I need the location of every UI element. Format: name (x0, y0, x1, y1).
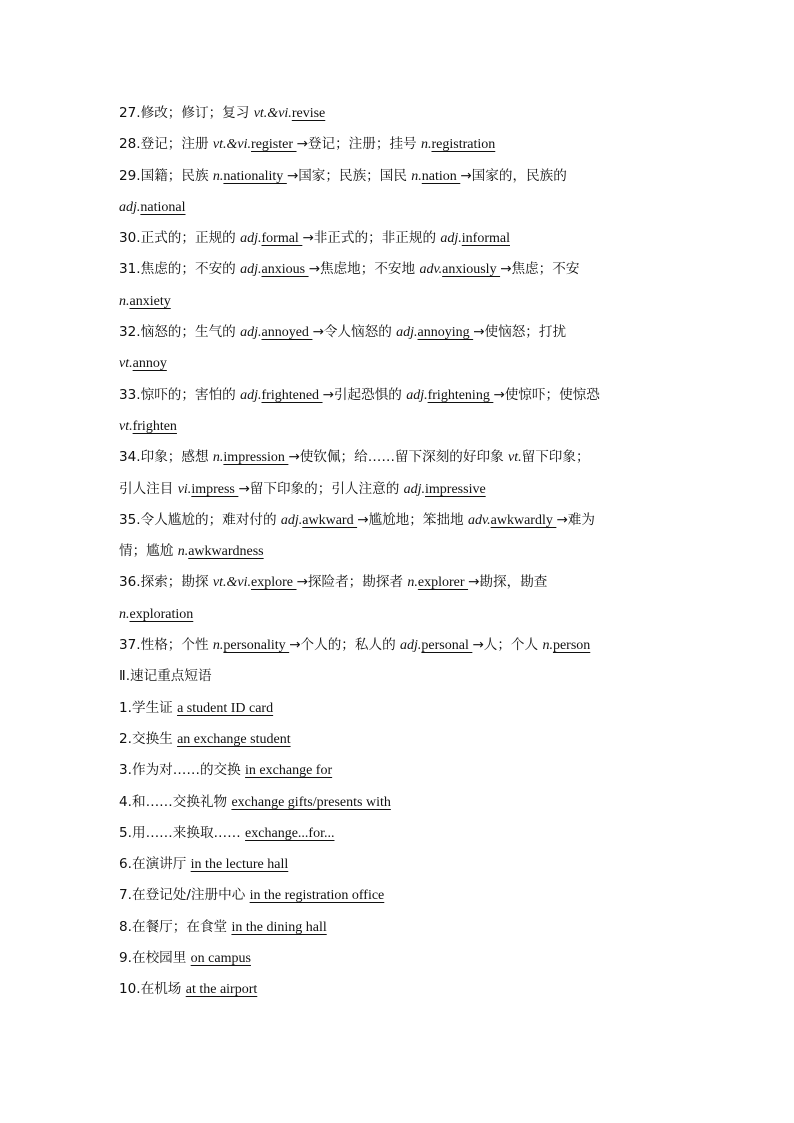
answer-blank: annoy (132, 356, 167, 372)
answer-blank: in exchange for (245, 763, 333, 779)
answer-blank: at the airport (185, 982, 258, 998)
chinese-text: →留下印象的；引人注意的 (238, 480, 404, 497)
chinese-text: 31.焦虑的；不安的 (119, 261, 241, 278)
chinese-text: 7.在登记处/注册中心 (119, 887, 250, 904)
part-of-speech: vt.&vi. (253, 106, 292, 121)
part-of-speech: n. (411, 168, 422, 184)
chinese-text: 4.和……交换礼物 (119, 793, 232, 810)
chinese-text: 2.交换生 (119, 730, 178, 747)
answer-blank: nationality (223, 168, 287, 184)
chinese-text: 28.登记；注册 (119, 136, 213, 153)
worksheet-line (119, 192, 675, 223)
answer-blank: in the registration office (249, 888, 385, 904)
chinese-text: →非正式的；非正规的 (302, 230, 441, 247)
part-of-speech: adj. (400, 638, 422, 654)
answer-blank: exchange...for... (245, 825, 335, 841)
answer-blank: in the lecture hall (190, 857, 289, 873)
worksheet-line (119, 567, 675, 598)
worksheet-line (119, 724, 675, 755)
answer-blank: on campus (190, 951, 251, 967)
answer-blank: nation (421, 168, 461, 184)
worksheet-line (119, 474, 675, 505)
answer-blank: frighten (132, 418, 177, 434)
answer-blank: a student ID card (177, 700, 274, 716)
answer-blank: person (552, 638, 591, 654)
worksheet-line (119, 442, 675, 473)
answer-blank: impression (223, 450, 289, 466)
part-of-speech: vt.&vi. (212, 575, 252, 591)
chinese-text: 情；尴尬 (119, 543, 178, 560)
answer-blank: annoying (417, 325, 474, 341)
chinese-text: 引人注目 (119, 480, 178, 497)
answer-blank: frightening (427, 387, 494, 403)
chinese-text: 5.用……来换取…… (119, 824, 246, 841)
chinese-text: 8.在餐厅；在食堂 (119, 918, 232, 935)
part-of-speech: adj. (440, 231, 462, 247)
answer-blank: in the dining hall (231, 919, 327, 935)
answer-blank: register (251, 137, 297, 153)
answer-blank: anxiety (129, 293, 171, 309)
chinese-text: 37.性格；个性 (119, 637, 213, 654)
chinese-text: 1.学生证 (119, 699, 178, 716)
chinese-text: →人；个人 (472, 637, 543, 654)
worksheet-line (119, 693, 675, 724)
worksheet-line (119, 630, 675, 661)
answer-blank: anxiously (442, 262, 501, 278)
part-of-speech: n. (212, 638, 224, 654)
worksheet-line (119, 974, 675, 1005)
chinese-text: →难为 (556, 511, 595, 528)
answer-blank: exchange gifts/presents with (231, 794, 391, 810)
answer-blank: national (140, 199, 186, 215)
worksheet-line (119, 129, 675, 160)
part-of-speech: adj. (406, 387, 428, 403)
chinese-text: 10.在机场 (119, 981, 186, 998)
chinese-text: 9.在校园里 (119, 950, 191, 967)
chinese-text: →使恼怒；打扰 (473, 324, 567, 341)
chinese-text: →探险者；勘探者 (296, 574, 408, 591)
answer-blank: anxious (261, 262, 309, 278)
worksheet-line (119, 849, 675, 880)
worksheet-line (119, 98, 675, 129)
worksheet-line (119, 880, 675, 911)
chinese-text: →令人恼怒的 (312, 324, 397, 341)
chinese-text: →尴尬地；笨拙地 (357, 511, 468, 528)
answer-blank: impress (191, 481, 239, 497)
worksheet-line (119, 818, 675, 849)
part-of-speech: adv. (467, 512, 491, 528)
part-of-speech: n. (119, 606, 130, 622)
part-of-speech: adj. (240, 325, 262, 341)
chinese-text: 29.国籍；民族 (119, 167, 213, 184)
part-of-speech: vi. (177, 481, 192, 497)
chinese-text: 3.作为对……的交换 (119, 762, 246, 779)
chinese-text: 34.印象；感想 (119, 449, 213, 466)
part-of-speech: vt.&vi. (212, 137, 252, 153)
chinese-text: →个人的；私人的 (289, 637, 401, 654)
chinese-text: →勘探，勘查 (468, 574, 548, 591)
answer-blank: an exchange student (177, 731, 291, 747)
chinese-text: →使钦佩；给……留下深刻的好印象 (288, 449, 508, 466)
part-of-speech: n. (407, 575, 418, 591)
part-of-speech: n. (420, 137, 432, 153)
worksheet-content (119, 98, 675, 1006)
answer-blank: awkwardness (188, 544, 264, 560)
part-of-speech: n. (119, 293, 130, 309)
answer-blank: explore (251, 575, 297, 591)
chinese-text: 33.惊吓的；害怕的 (119, 386, 241, 403)
part-of-speech: adj. (396, 325, 418, 341)
part-of-speech: n. (177, 544, 189, 560)
answer-blank: awkward (302, 512, 358, 528)
answer-blank: formal (261, 231, 303, 247)
answer-blank: frightened (261, 387, 323, 403)
worksheet-line (119, 380, 675, 411)
part-of-speech: vt. (508, 450, 522, 466)
answer-blank: explorer (417, 575, 469, 591)
chinese-text: →登记；注册；挂号 (296, 136, 421, 153)
part-of-speech: n. (212, 450, 224, 466)
worksheet-line (119, 254, 675, 285)
part-of-speech: adv. (419, 262, 443, 278)
answer-blank: impressive (425, 481, 486, 497)
chinese-text: Ⅱ.速记重点短语 (119, 668, 212, 685)
chinese-text: →国家的，民族的 (460, 167, 567, 184)
worksheet-line (119, 286, 675, 317)
chinese-text: 27.修改；修订；复习 (119, 105, 254, 121)
part-of-speech: vt. (119, 418, 133, 434)
chinese-text: →焦虑地；不安地 (308, 261, 420, 278)
answer-blank: awkwardly (490, 512, 557, 528)
part-of-speech: n. (212, 168, 224, 184)
answer-blank: annoyed (261, 325, 313, 341)
chinese-text: 36.探索；勘探 (119, 574, 213, 591)
part-of-speech: n. (542, 638, 553, 654)
part-of-speech: adj. (240, 231, 262, 247)
chinese-text: →国家；民族；国民 (286, 167, 412, 184)
worksheet-line (119, 536, 675, 567)
chinese-text: →使惊吓；使惊恐 (493, 386, 600, 403)
part-of-speech: vt. (119, 356, 133, 372)
answer-blank: exploration (129, 606, 194, 622)
chinese-text: 32.恼怒的；生气的 (119, 324, 241, 341)
answer-blank: registration (431, 137, 496, 153)
worksheet-line (119, 943, 675, 974)
chinese-text: 留下印象； (521, 449, 590, 466)
answer-blank: personality (223, 638, 290, 654)
chinese-text: →引起恐惧的 (322, 386, 407, 403)
chinese-text: 35.令人尴尬的；难对付的 (119, 511, 281, 528)
worksheet-line (119, 317, 675, 348)
part-of-speech: adj. (240, 387, 262, 403)
worksheet-line (119, 348, 675, 379)
worksheet-line (119, 755, 675, 786)
chinese-text: →焦虑；不安 (500, 261, 580, 278)
worksheet-line (119, 787, 675, 818)
chinese-text: 30.正式的；正规的 (119, 230, 241, 247)
worksheet-line (119, 223, 675, 254)
part-of-speech: adj. (280, 512, 303, 528)
worksheet-line (119, 161, 675, 192)
worksheet-line (119, 599, 675, 630)
answer-blank: personal (421, 638, 473, 654)
part-of-speech: adj. (403, 481, 426, 497)
part-of-speech: adj. (240, 262, 262, 278)
part-of-speech: adj. (119, 199, 141, 215)
worksheet-line (119, 912, 675, 943)
answer-blank: revise (291, 106, 326, 121)
worksheet-line (119, 411, 675, 442)
worksheet-line (119, 661, 675, 692)
worksheet-line (119, 505, 675, 536)
answer-blank: informal (461, 231, 510, 247)
chinese-text: 6.在演讲厅 (119, 856, 191, 873)
